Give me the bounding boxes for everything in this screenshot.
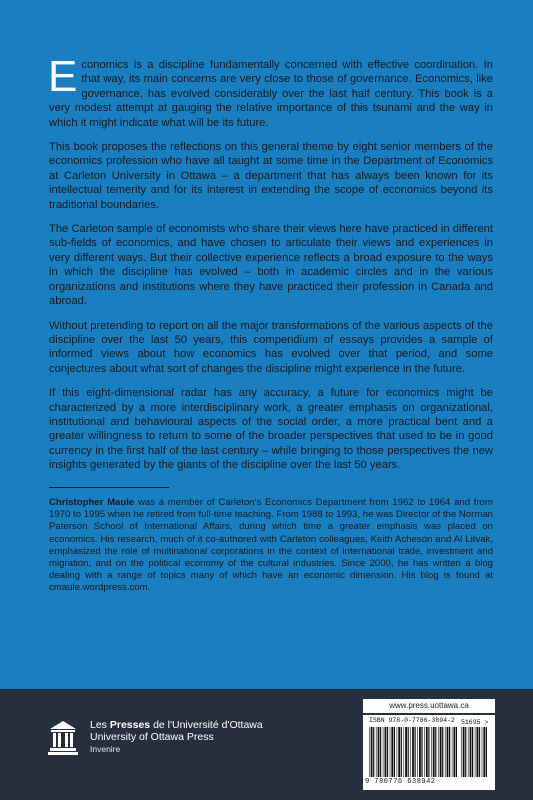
author-bio — [49, 497, 493, 595]
publisher-url: www.press.uottawa.ca — [363, 699, 495, 713]
paragraph-1-text: conomics is a discipline fundamentally concerned with effective coordination. In that way, its main concerns are very close to those of governance. Economics, like governance, has evolved considerably over the last half century. This book is a very modest attempt at gauging the relative importance of this tsunami and the way in which it might indicate what will be its future. — [49, 59, 493, 129]
addon-number: 51695 > — [461, 719, 489, 726]
blurb — [48, 52, 493, 595]
paragraph-4: Without pretending to report on all the major transformations of the various aspects of the discipline over the last 50 years, this compendium of essays provides a sample of informed views about how economics has evolved over that period, and some conjectures about what sort of changes the discipline might experience in the future. — [49, 319, 493, 375]
publisher-name — [90, 720, 263, 756]
publisher-name-fr — [90, 720, 263, 732]
author-bio-text: was a member of Carleton's Economics Department from 1962 to 1964 and from 1970 to 1995 when he retired from full-time teaching. From 1988 to 1993, he was Director of the Norman Paterson School of International Affairs, during which time a greater emphasis was placed on economics. His research, much of it co-authored with Carleton colleagues, Keith Acheson and Al Litvak, emphasized the role of multinational corporations in the context of international trade, investment and migration, and on the political economy of the cultural industries. Since 2000, he has written a blog dealing with a range of topics many of which have an economic dimension. His blog is found at cmaule.wordpress.com. — [49, 497, 493, 594]
paragraph-1 — [48, 52, 493, 130]
isbn-label: ISBN 978-0-7766-3894-2 — [369, 717, 455, 724]
paragraph-3: The Carleton sample of economists who share their views here have practiced in different sub-fields of economics, and have chosen to articulate their views and experiences in very different ways. But their collective experience reflects a broad exposure to the ways in which the discipline has evolved – both in academic circles and in the various organizations and institutions where they have practiced their profession in Canada and abroad. — [49, 223, 493, 308]
paragraph-5: If this eight-dimensional radar has any accuracy, a future for economics might be characterized by a more interdisciplinary work, a greater emphasis on organizational, institutional and behavioural aspects of the social order, a more practical bent and a greater willingness to return to some of the broader perspectives that used to be in good currency in the first half of the last century – while bringing to those perspectives the new insights generated by the giants of the discipline over the last 50 years. — [49, 387, 493, 472]
publisher-name-en: University of Ottawa Press — [90, 730, 214, 743]
paragraph-2: This book proposes the reflections on this general theme by eight senior members of the economics profession who have all taught at some time in the Department of Economics at Carleton University in Ottawa – a department that has always been known for its intellectual temerity and for its interest in extending the scope of economics beyond its traditional boundaries. — [49, 141, 493, 211]
university-building-icon — [48, 719, 78, 759]
barcode-bars — [369, 727, 457, 777]
publisher-prefix: Les — [90, 719, 110, 731]
author-name: Christopher Maule — [49, 497, 135, 509]
drop-cap: E — [48, 52, 78, 101]
publisher-motto: Invenire — [90, 744, 121, 754]
publisher-presses: Presses — [109, 719, 151, 731]
isbn-barcode — [363, 715, 495, 790]
divider — [49, 487, 169, 489]
addon-barcode-bars — [461, 727, 489, 777]
publisher-name-rest: de l'Université d'Ottawa — [150, 719, 263, 731]
barcode-digits: 9 780776 638942 — [365, 778, 436, 786]
